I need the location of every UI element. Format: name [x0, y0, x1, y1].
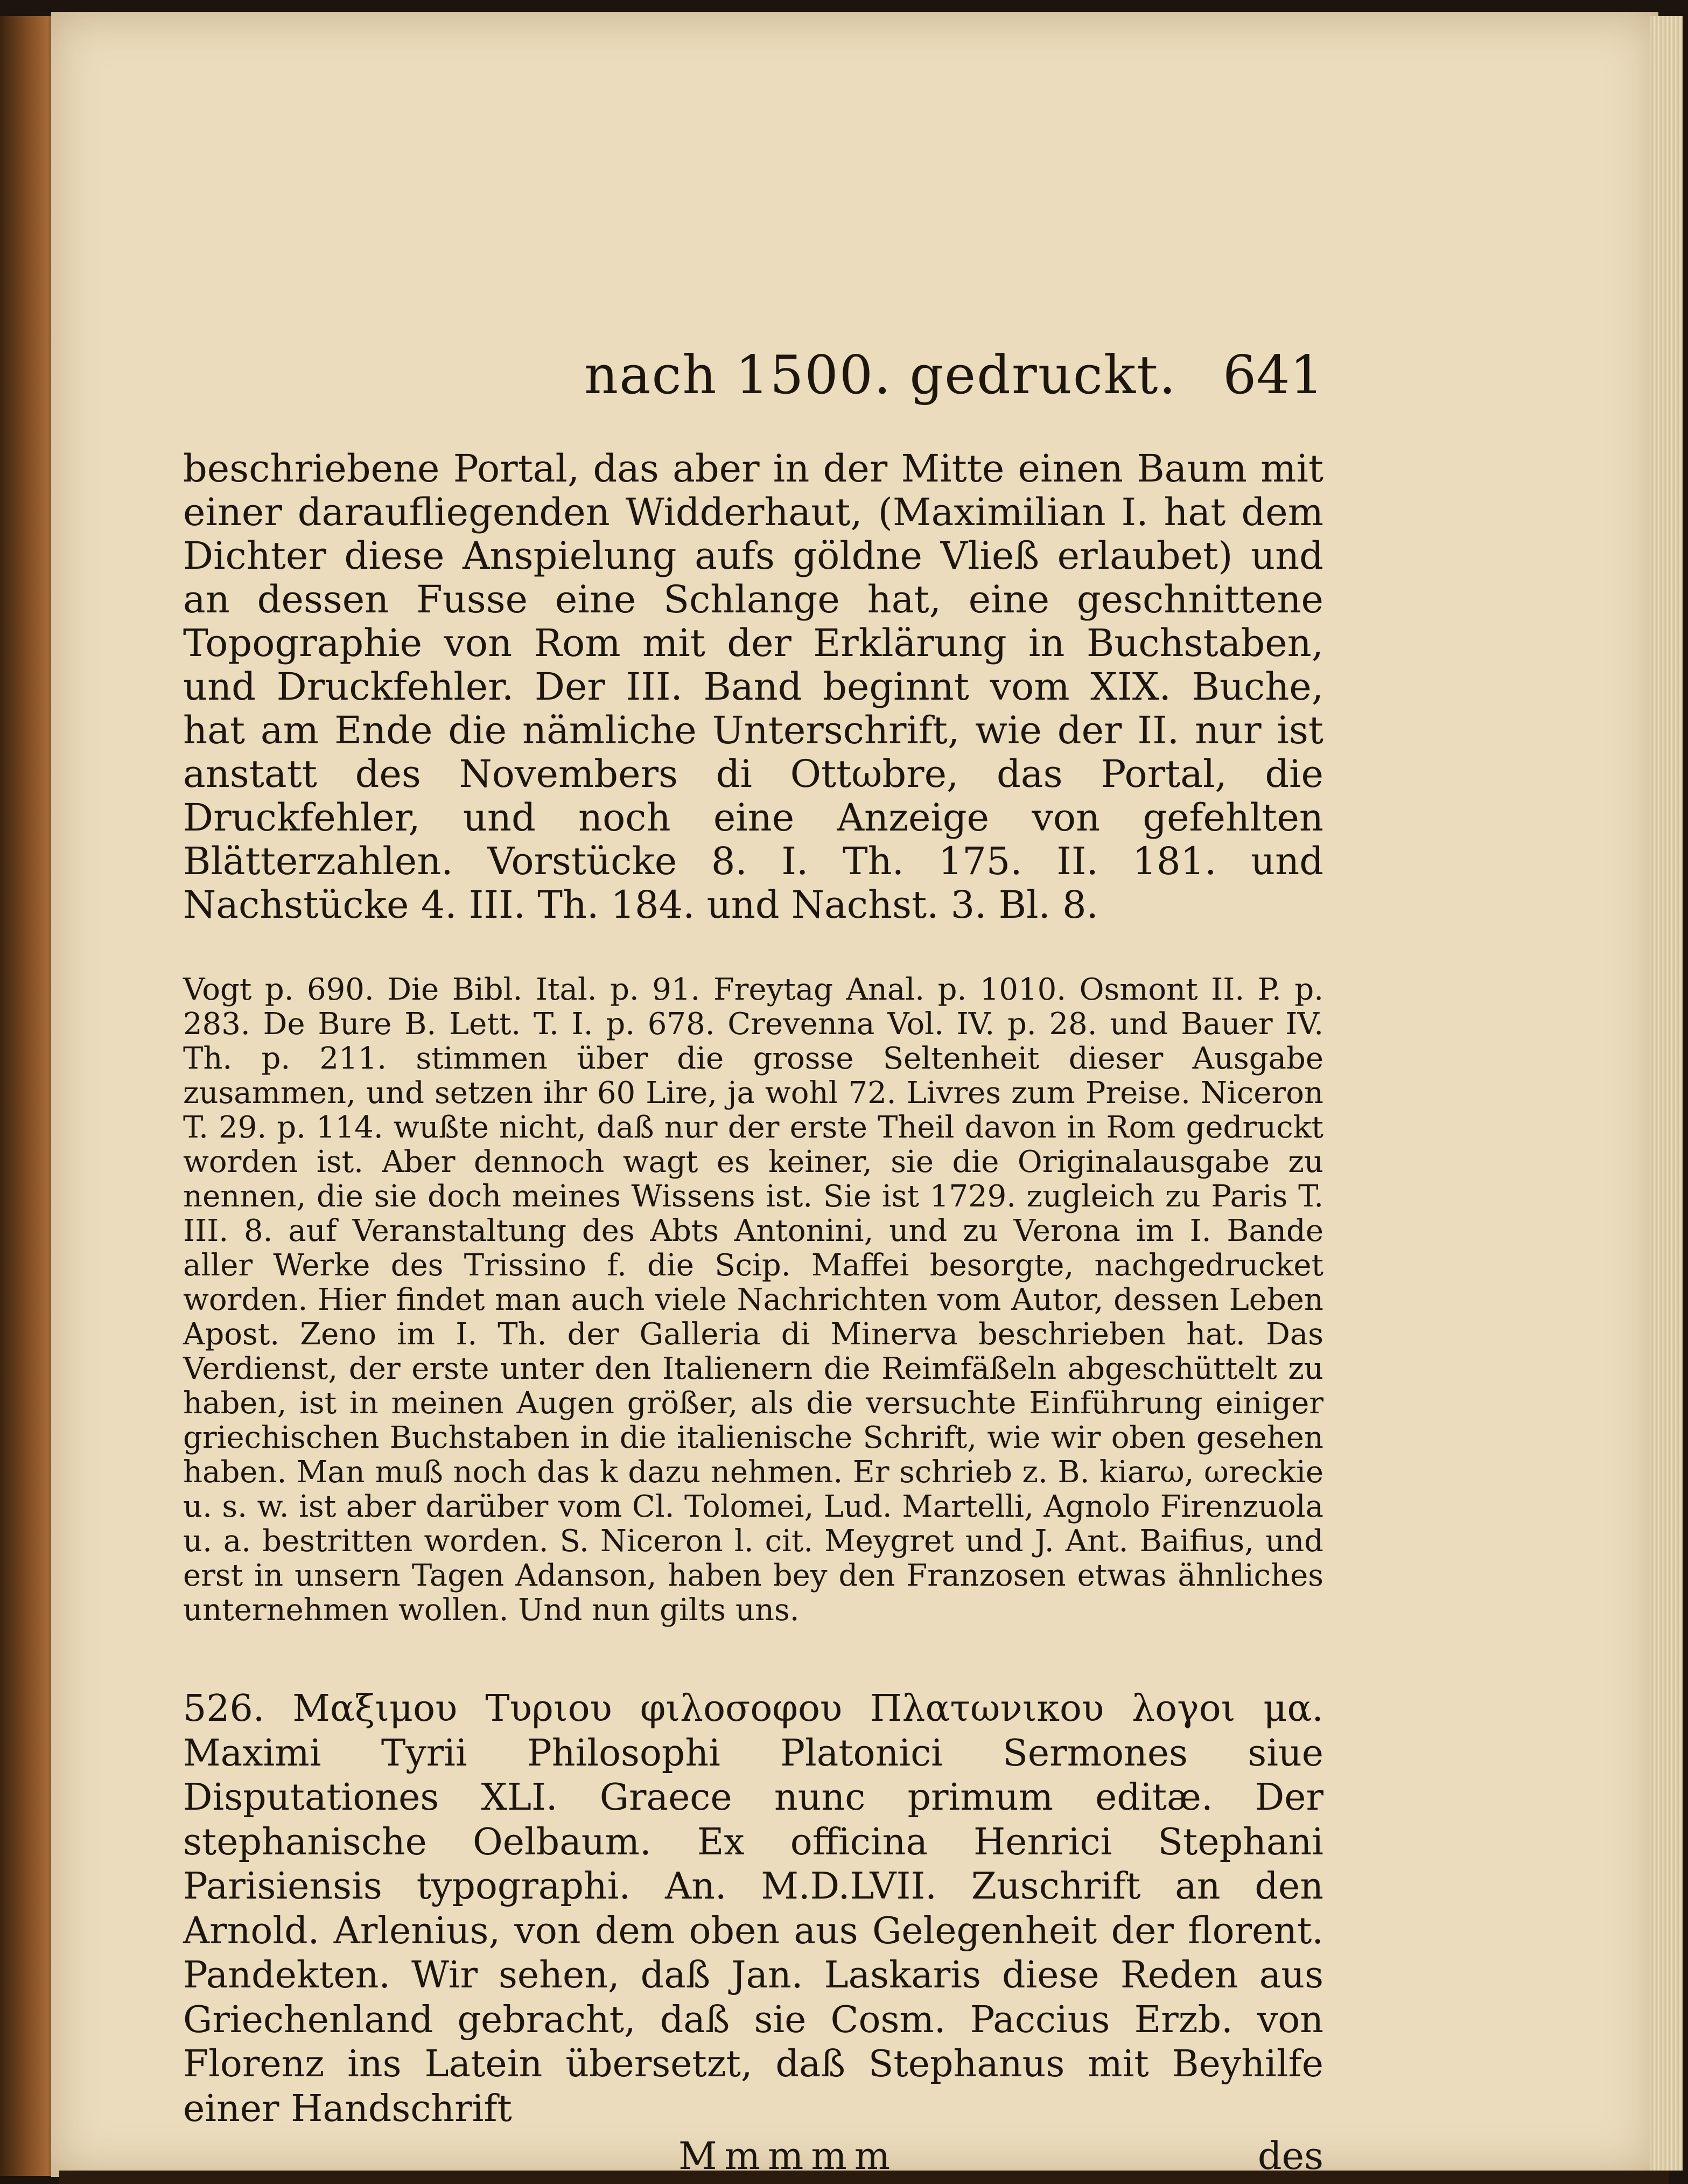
entry-526-paragraph: 526. Μαξιμου Τυριου φιλοσοφου Πλατωνικου λογοι μα. Maximi Tyrii Philosophi Platonici Sermones siue Disputationes XLI. Graece nunc primum editæ. Der stephanische Oelbaum. Ex officina Henrici Stephani Parisiensis typographi. An. M.D.LVII. Zuschrift an den Arnold. Arlenius, von dem oben aus Gelegenheit der florent. Pandekten. Wir sehen, daß Jan. Laskaris diese Reden aus Griechenland gebracht, daß sie Cosm. Paccius Erzb. von Florenz ins Latein übersetzt, daß Stephanus mit Beyhilfe einer Handschrift [183, 1687, 1323, 2130]
book-spine-edge [0, 16, 59, 2176]
page-text [183, 345, 1323, 2178]
page-footer [183, 2134, 1323, 2178]
running-title: nach 1500. gedruckt. [584, 345, 1177, 406]
note-paragraph: Vogt p. 690. Die Bibl. Ital. p. 91. Freytag Anal. p. 1010. Osmont II. P. p. 283. De Bure B. Lett. T. I. p. 678. Crevenna Vol. IV. p. 28. und Bauer IV. Th. p. 211. stimmen über die grosse Seltenheit dieser Ausgabe zusammen, und setzen ihr 60 Lire, ja wohl 72. Livres zum Preise. Niceron T. 29. p. 114. wußte nicht, daß nur der erste Theil davon in Rom gedruckt worden ist. Aber dennoch wagt es keiner, sie die Originalausgabe zu nennen, die sie doch meines Wissens ist. Sie ist 1729. zugleich zu Paris T. III. 8. auf Veranstaltung des Abts Antonini, und zu Verona im I. Bande aller Werke des Trissino f. die Scip. Maffei besorgte, nachgedrucket worden. Hier findet man auch viele Nachrichten vom Autor, dessen Leben Apost. Zeno im I. Th. der Galleria di Minerva beschrieben hat. Das Verdienst, der erste unter den Italienern die Reimfäßeln abgeschüttelt zu haben, ist in meinen Augen größer, als die versuchte Einführung einiger griechischen Buchstaben in die italienische Schrift, wie wir oben gesehen haben. Man muß noch das k dazu nehmen. Er schrieb z. B. kiarω, ωreckie u. s. w. ist aber darüber vom Cl. Tolomei, Lud. Martelli, Agnolo Firenzuola u. a. bestritten worden. S. Niceron l. cit. Meygret und J. Ant. Baifius, und erst in unsern Tagen Adanson, haben bey den Franzosen etwas ähnliches unternehmen wollen. Und nun gilts uns. [183, 972, 1323, 1628]
main-paragraph: beschriebene Portal, das aber in der Mitte einen Baum mit einer daraufliegenden Widderhaut, (Maximilian I. hat dem Dichter diese Anspielung aufs göldne Vließ erlaubet) und an dessen Fusse eine Schlange hat, eine geschnittene Topographie von Rom mit der Erklärung in Buchstaben, und Druckfehler. Der III. Band beginnt vom XIX. Buche, hat am Ende die nämliche Unterschrift, wie der II. nur ist anstatt des Novembers di Ottωbre, das Portal, die Druckfehler, und noch eine Anzeige von gefehlten Blätterzahlen. Vorstücke 8. I. Th. 175. II. 181. und Nachstücke 4. III. Th. 184. und Nachst. 3. Bl. 8. [183, 446, 1323, 927]
catchword: des [1257, 2134, 1323, 2178]
page-number: 641 [1222, 345, 1323, 406]
signature-mark: Mmmmm [678, 2134, 898, 2178]
running-header [183, 345, 1323, 420]
page-stack-edge [1650, 16, 1683, 2171]
